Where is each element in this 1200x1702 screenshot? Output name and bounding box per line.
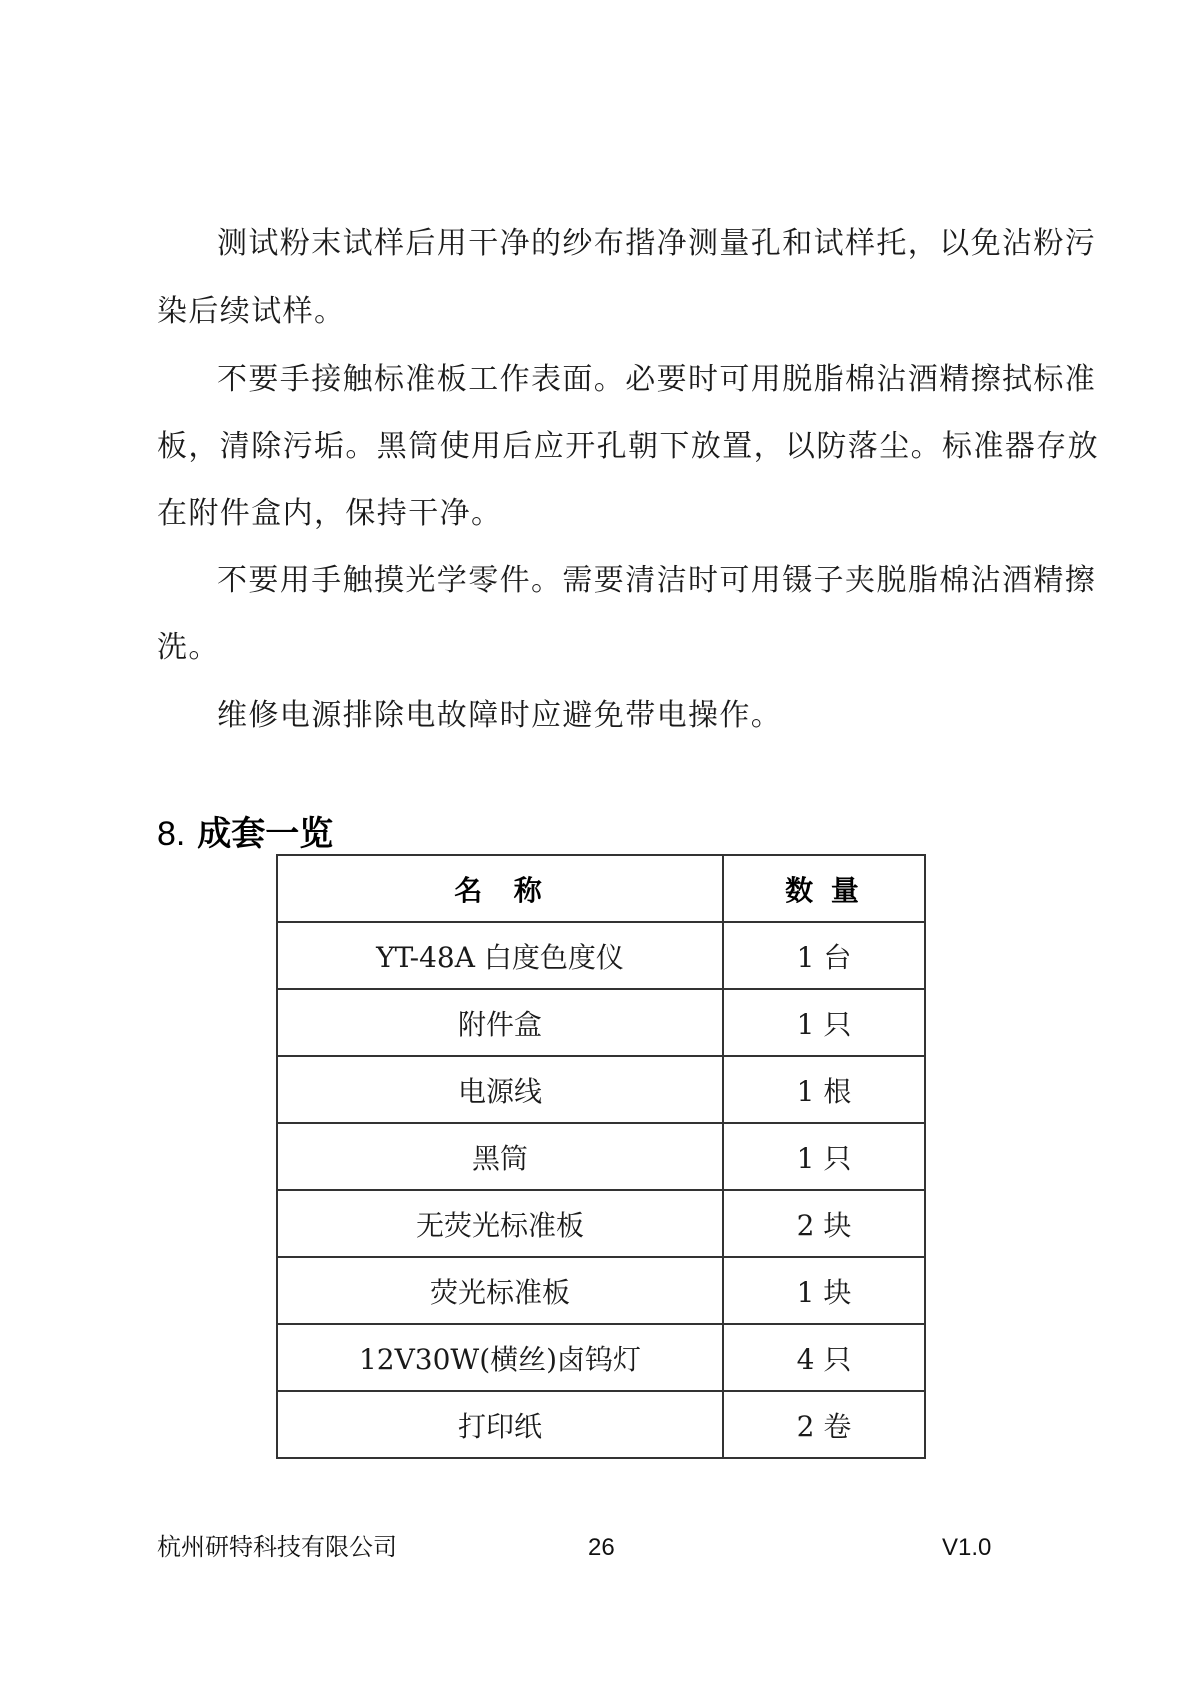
header-name: 名 称 — [277, 855, 723, 922]
item-name: YT-48A 白度色度仪 — [277, 922, 723, 989]
item-quantity: 4 只 — [723, 1324, 925, 1391]
table-row — [277, 1190, 925, 1257]
table-row — [277, 1056, 925, 1123]
table-row — [277, 1324, 925, 1391]
item-quantity: 1 台 — [723, 922, 925, 989]
table-row — [277, 922, 925, 989]
item-quantity: 1 只 — [723, 1123, 925, 1190]
item-name: 打印纸 — [277, 1391, 723, 1458]
paragraph-3-line-1: 不要用手触摸光学零件。需要清洁时可用镊子夹脱脂棉沾酒精擦 — [217, 563, 1097, 598]
table-row — [277, 1257, 925, 1324]
paragraph-3-line-2: 洗。 — [157, 630, 220, 665]
item-quantity: 2 块 — [723, 1190, 925, 1257]
item-name: 黑筒 — [277, 1123, 723, 1190]
paragraph-2-line-1: 不要手接触标准板工作表面。必要时可用脱脂棉沾酒精擦拭标准 — [217, 362, 1097, 397]
section-number: 8. — [157, 815, 186, 853]
paragraph-1-line-2: 染后续试样。 — [157, 294, 346, 329]
table-header-row — [277, 855, 925, 922]
item-quantity: 2 卷 — [723, 1391, 925, 1458]
item-name: 无荧光标准板 — [277, 1190, 723, 1257]
table-row — [277, 1391, 925, 1458]
item-quantity: 1 根 — [723, 1056, 925, 1123]
paragraph-4-line-1: 维修电源排除电故障时应避免带电操作。 — [217, 698, 783, 733]
paragraph-2-line-2: 板，清除污垢。黑筒使用后应开孔朝下放置，以防落尘。标准器存放 — [157, 429, 1099, 464]
item-name: 电源线 — [277, 1056, 723, 1123]
footer-company: 杭州研特科技有限公司 — [157, 1534, 397, 1561]
item-quantity: 1 只 — [723, 989, 925, 1056]
paragraph-2-line-3: 在附件盒内，保持干净。 — [157, 496, 503, 531]
item-name: 12V30W(横丝)卤钨灯 — [277, 1324, 723, 1391]
section-title: 成套一览 — [197, 814, 334, 854]
footer-version: V1.0 — [942, 1534, 992, 1561]
paragraph-1-line-1: 测试粉末试样后用干净的纱布揩净测量孔和试样托，以免沾粉污 — [217, 226, 1097, 261]
table-row — [277, 1123, 925, 1190]
kit-contents-table — [276, 854, 926, 1459]
item-name: 附件盒 — [277, 989, 723, 1056]
table-row — [277, 989, 925, 1056]
header-quantity: 数 量 — [723, 855, 925, 922]
item-quantity: 1 块 — [723, 1257, 925, 1324]
item-name: 荧光标准板 — [277, 1257, 723, 1324]
section-heading — [157, 812, 333, 856]
footer-page-number: 26 — [588, 1534, 615, 1561]
